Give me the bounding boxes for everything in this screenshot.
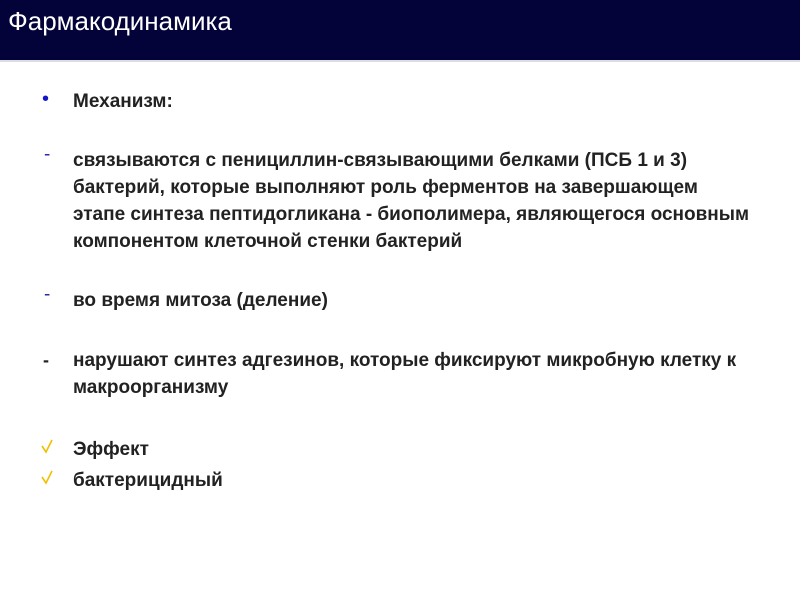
slide-title: Фармакодинамика [8,6,232,36]
bullet-text: Эффект [73,439,149,460]
bullet-text: Механизм: [73,91,173,112]
bullet-check-icon [41,467,53,494]
bullet-check-icon [41,436,53,463]
bullet-dash-icon: - [44,284,51,305]
bullet-dash-icon: - [44,144,51,165]
title-bar [0,0,800,62]
bullet-text: во время митоза (деление) [73,290,328,311]
bullet-text: связываются с пенициллин-связывающими белками (ПСБ 1 и 3) бактерий, которые выполняют роль ферментов на завершающем этапе синтеза пептидогликана - биополимера, являющегося основным компонентом клеточной стенки бактерий [73,150,750,252]
bullet-text: нарушают синтез адгезинов, которые фиксируют микробную клетку к макроорганизму [73,350,737,398]
bullet-dash-icon: - [43,350,49,370]
bullet-text: бактерицидный [73,470,223,491]
bullet-dot-icon: • [42,88,50,110]
